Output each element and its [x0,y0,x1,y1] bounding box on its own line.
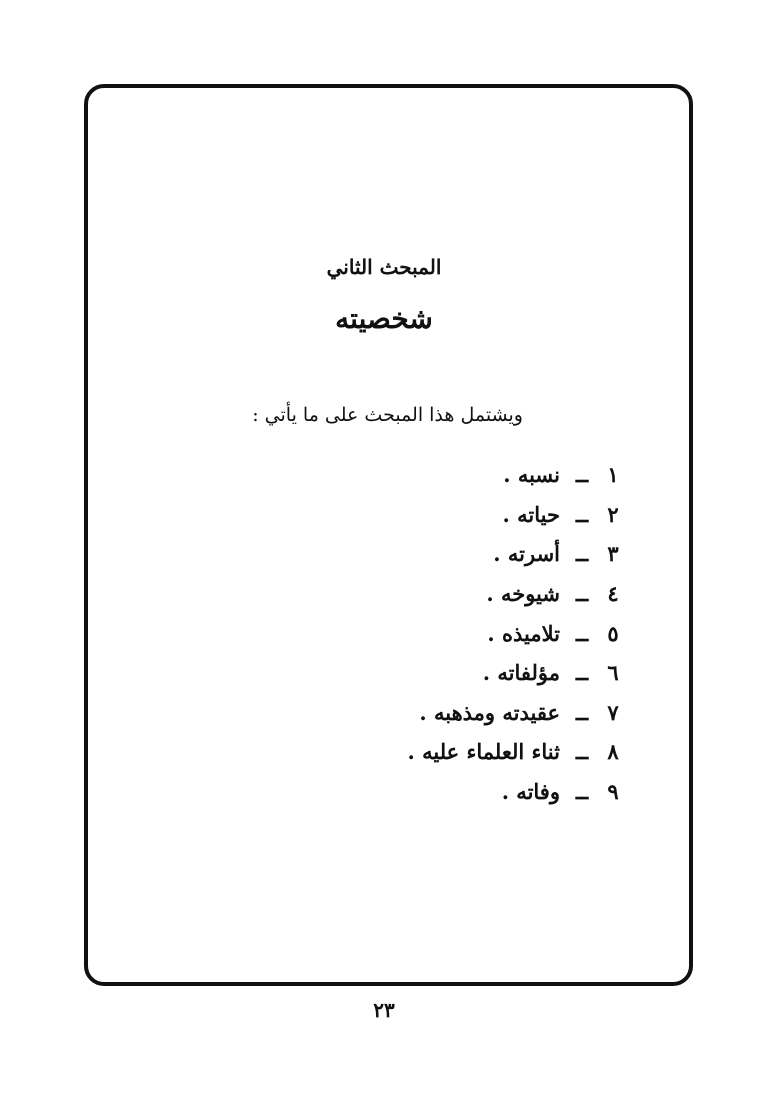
item-dash: ــ [575,462,589,488]
item-text: حياته . [502,501,560,527]
list-item [407,534,624,574]
item-dash: ــ [575,620,589,646]
item-dash: ــ [575,581,589,607]
list-item [407,732,624,772]
item-dash: ــ [575,501,589,527]
item-number: ٧ [607,699,619,725]
item-dash: ــ [575,660,589,686]
item-number: ٢ [607,501,619,527]
list-item [407,653,624,693]
list-item [407,613,624,653]
list-item [407,693,624,733]
item-text: مؤلفاته . [482,660,560,686]
list-item [407,772,624,812]
item-number: ٣ [607,541,619,567]
item-dash: ــ [575,739,589,765]
item-dash: ــ [575,699,589,725]
section-title: المبحث الثاني [326,255,442,279]
item-text: شيوخه . [486,581,560,607]
item-number: ١ [607,462,619,488]
item-number: ٩ [607,779,619,805]
item-text: ثناء العلماء عليه . [407,739,560,765]
item-text: نسبه . [503,462,560,488]
page-number: ٢٣ [373,998,395,1022]
item-number: ٨ [607,739,619,765]
list-item [407,455,624,495]
item-number: ٤ [607,581,619,607]
item-dash: ــ [575,779,589,805]
intro-text: ويشتمل هذا المبحث على ما يأتي : [252,404,523,426]
chapter-title: شخصيته [335,302,433,335]
item-text: تلاميذه . [487,620,560,646]
item-dash: ــ [575,541,589,567]
item-number: ٦ [607,660,619,686]
item-text: عقيدته ومذهبه . [419,699,560,725]
contents-list [407,455,624,811]
item-text: أسرته . [493,541,560,567]
list-item [407,495,624,535]
list-item [407,574,624,614]
item-number: ٥ [607,620,619,646]
item-text: وفاته . [501,779,560,805]
